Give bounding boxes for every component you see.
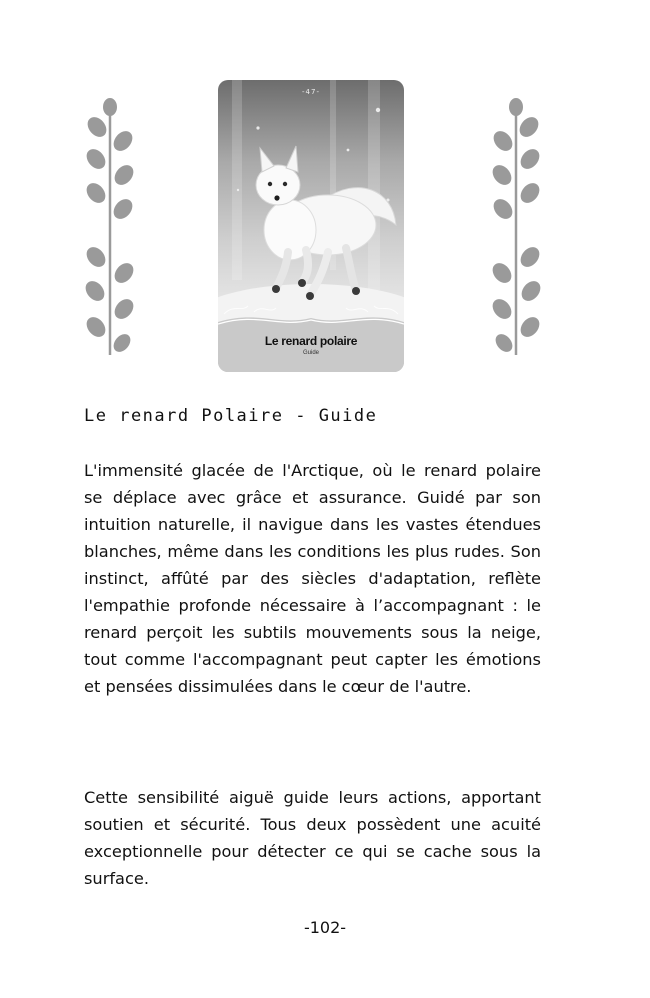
paragraph: L'immensité glacée de l'Arctique, où le renard polaire se déplace avec grâce et assurance. Guidé par son intuition naturelle, il navigue dans les vastes étendues blanches, même dans les conditions les plus rudes. Son instinct, affûté par des siècles d'adaptation, reflète l'empathie profonde nécessaire à l’accompagnant : le renard perçoit les subtils mouvements sous la neige, tout comme l'accompagnant peut capter les émotions et pensées dissimulées dans le cœur de l'autre.	[84, 461, 541, 696]
arctic-fox-image	[228, 130, 398, 330]
card-number: -47-	[302, 88, 320, 96]
leafy-branch-left-icon	[80, 97, 140, 359]
card-subtitle: Guide	[302, 350, 319, 356]
oracle-card	[218, 80, 404, 372]
page-number: -102-	[303, 918, 347, 937]
section-heading: Le renard Polaire - Guide	[84, 406, 378, 426]
leafy-branch-right-icon	[486, 97, 546, 359]
card-title: Le renard polaire	[264, 334, 358, 348]
paragraph: Cette sensibilité aiguë guide leurs actions, apportant soutien et sécurité. Tous deux possèdent une acuité exceptionnelle pour détecter ce qui se cache sous la surface.	[84, 788, 541, 888]
